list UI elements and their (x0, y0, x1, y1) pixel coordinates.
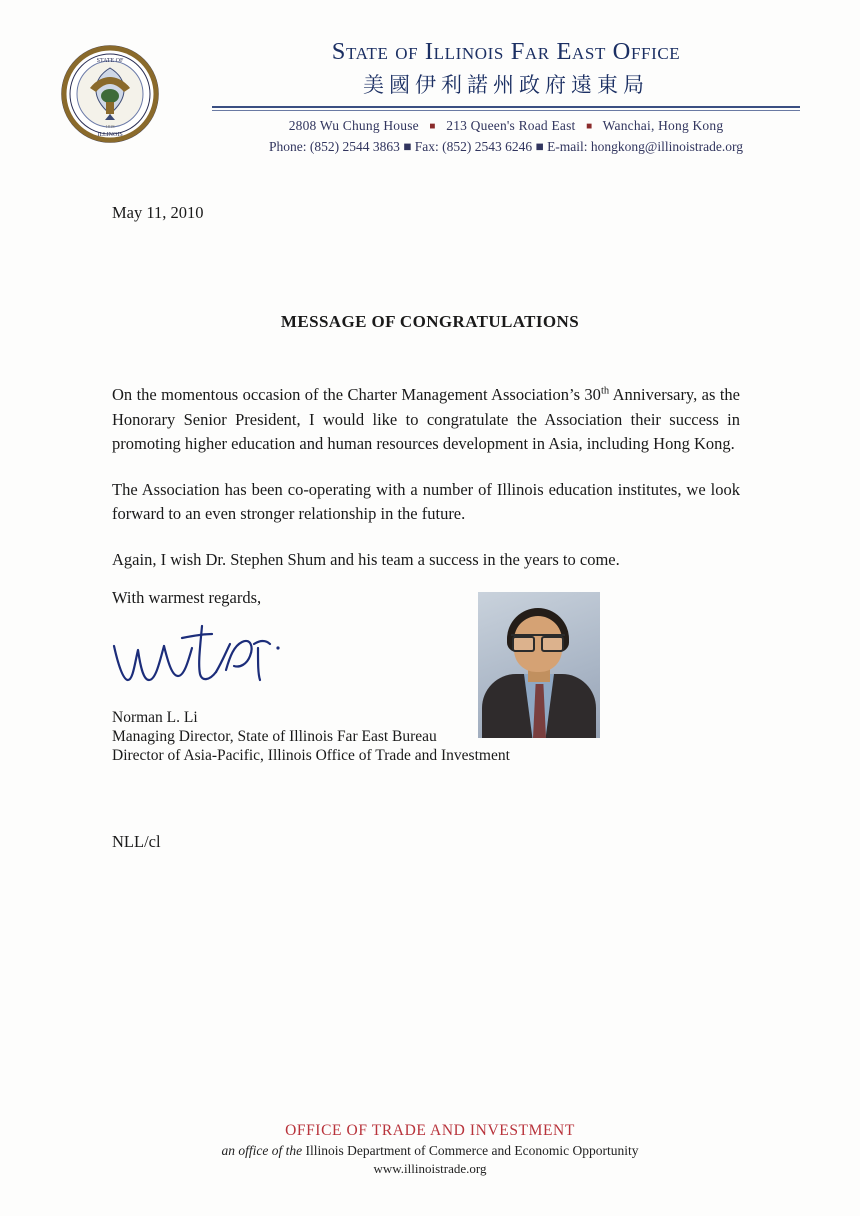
email-text: E-mail: hongkong@illinoistrade.org (547, 138, 743, 154)
fax-text: Fax: (852) 2543 6246 (414, 138, 533, 154)
ordinal-suffix: th (600, 385, 610, 397)
footer-title: OFFICE OF TRADE AND INVESTMENT (285, 1122, 575, 1139)
signature-image (108, 618, 318, 708)
address-city: Wanchai, Hong Kong (602, 117, 724, 133)
letterhead-text (212, 38, 800, 155)
svg-text:ILLINOIS: ILLINOIS (97, 132, 123, 138)
state-seal-icon (60, 44, 160, 144)
paragraph-2: The Association has been co-operating with a number of Illinois education institutes, we look forward to an even stronger relationship in the future. (112, 479, 740, 523)
footer-subtitle-rest: Illinois Department of Commerce and Economic Opportunity (302, 1143, 639, 1158)
footer-url: www.illinoistrade.org (373, 1161, 487, 1176)
letter-closing: With warmest regards, (112, 588, 262, 607)
separator-square-icon: ■ (403, 138, 412, 154)
footer-subtitle (0, 1143, 860, 1159)
footer-subtitle-italic: an office of the (221, 1143, 303, 1158)
letter-title: MESSAGE OF CONGRATULATIONS (280, 312, 580, 331)
header-rule-thin (212, 110, 800, 111)
page-footer (0, 1122, 860, 1177)
paragraph-3: Again, I wish Dr. Stephen Shum and his team a success in the years to come. (112, 549, 620, 569)
phone-text: Phone: (852) 2544 3863 (269, 138, 400, 154)
paragraph-1 (112, 383, 740, 457)
signer-title-2: Director of Asia-Pacific, Illinois Office of Trade and Investment (112, 747, 510, 764)
address-line (212, 118, 800, 134)
signer-title-1: Managing Director, State of Illinois Far East Bureau (112, 728, 437, 745)
address-road: 213 Queen's Road East (446, 117, 576, 133)
signer-name: Norman L. Li (112, 709, 198, 726)
letter-date: May 11, 2010 (112, 203, 204, 222)
organization-name-en: State of Illinois Far East Office (331, 38, 681, 65)
svg-text:STATE OF: STATE OF (96, 58, 124, 64)
svg-text:1818: 1818 (105, 124, 115, 129)
paragraph-1-part1: On the momentous occasion of the Charter Management Association’s 30 (112, 385, 601, 404)
letterhead (60, 38, 800, 168)
organization-name-cn: 美國伊利諾州政府遠東局 (363, 73, 649, 97)
signer-block (112, 708, 510, 765)
header-rule (212, 106, 800, 108)
contact-line (212, 139, 800, 155)
separator-square-icon: ■ (586, 120, 593, 132)
typist-initials: NLL/cl (112, 832, 161, 851)
address-street: 2808 Wu Chung House (288, 117, 419, 133)
separator-square-icon: ■ (535, 138, 544, 154)
letter-body (112, 383, 740, 593)
separator-square-icon: ■ (429, 120, 436, 132)
paragraph-1-part2: Anniversary, as the Honorary Senior President, I would like to congratulate the Association their success in promoting higher education and human resources development in Asia, including Hong Kong. (112, 385, 741, 453)
